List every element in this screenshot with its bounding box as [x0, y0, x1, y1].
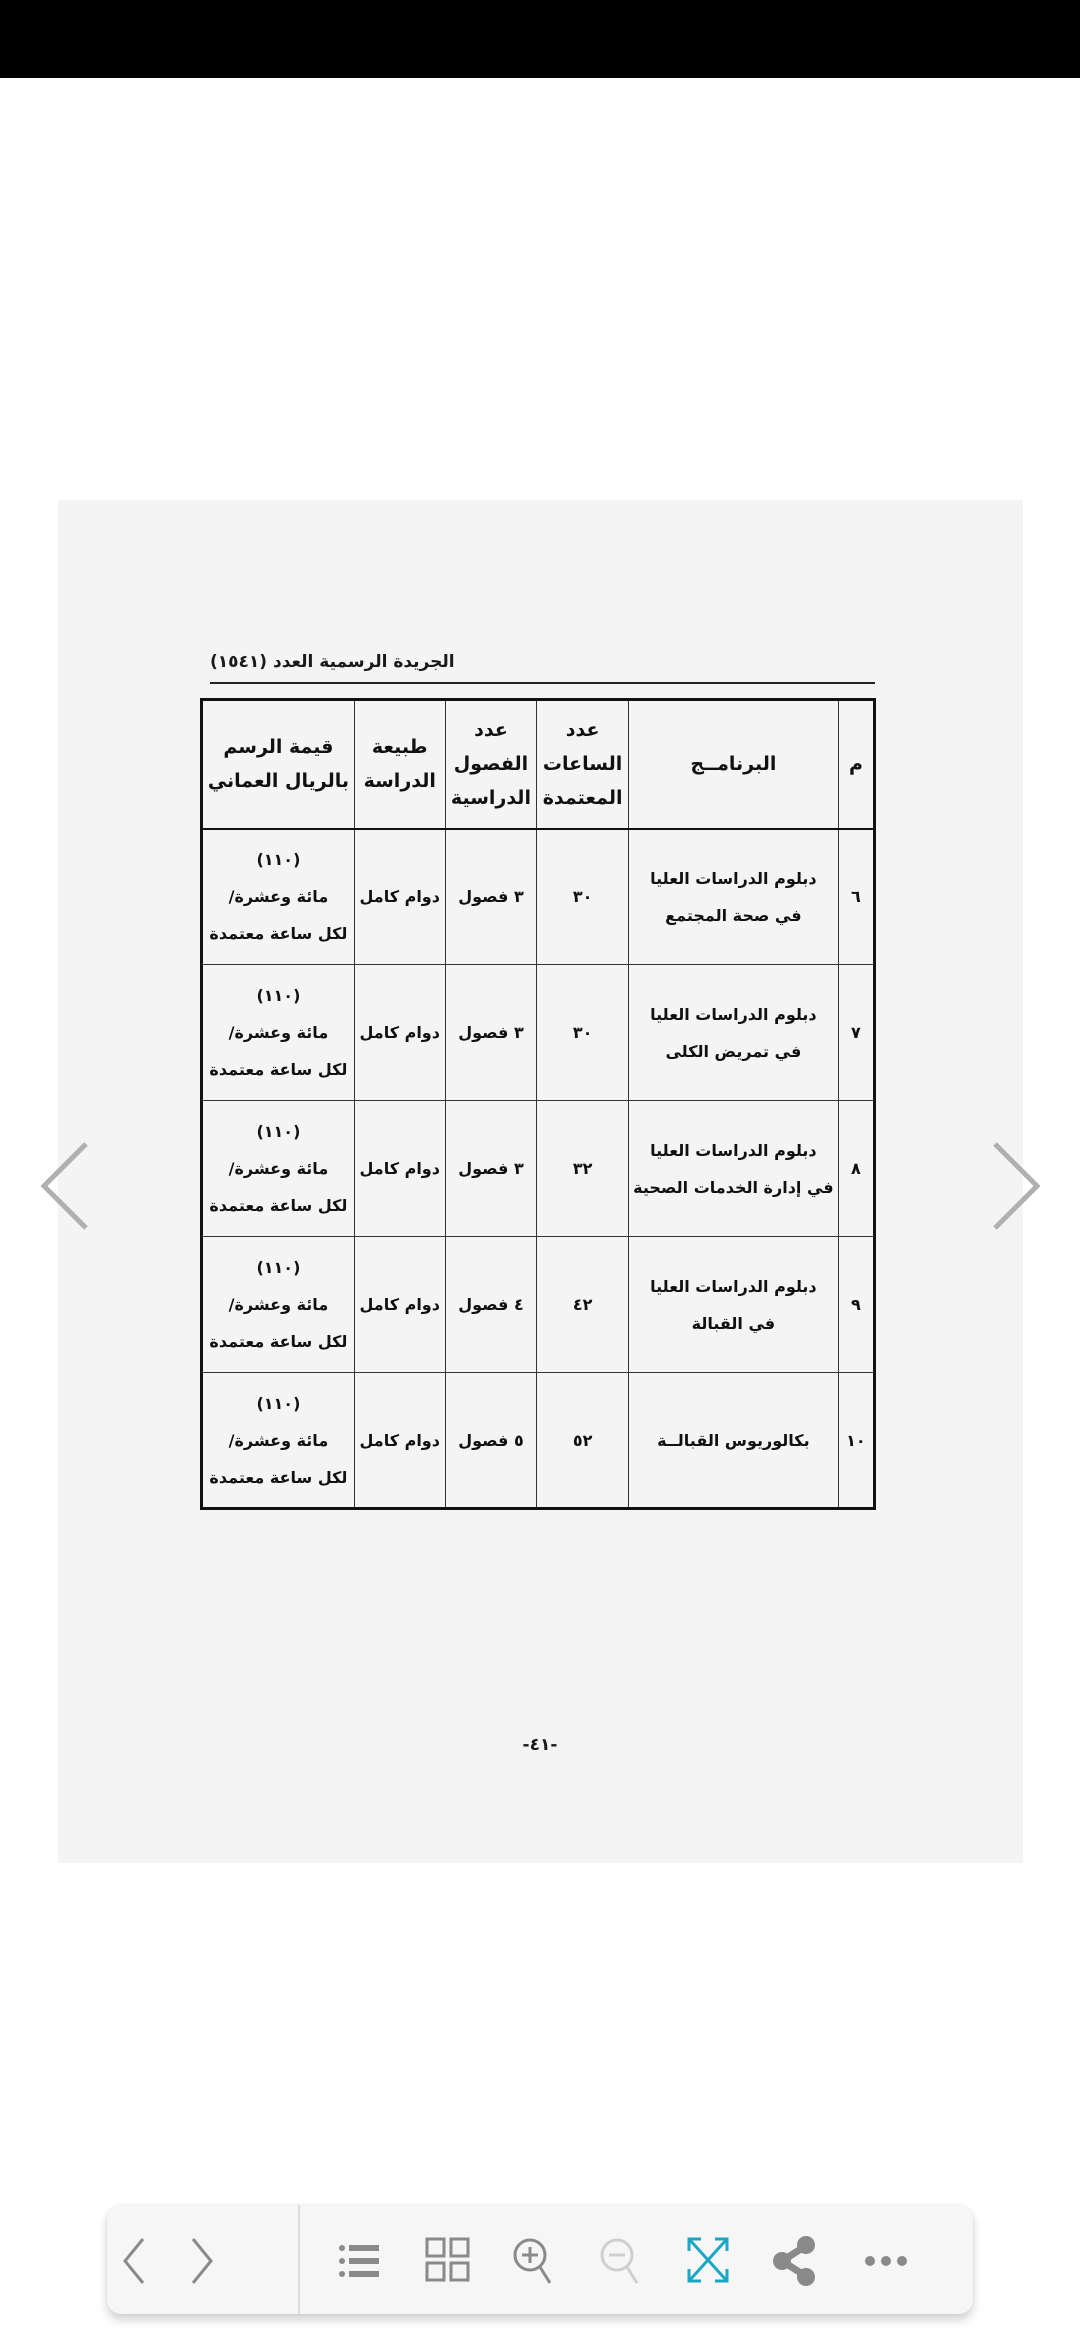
- next-page-button[interactable]: [985, 1136, 1045, 1236]
- fee-line: لكل ساعة معتمدة: [209, 1332, 348, 1351]
- program-line: في صحة المجتمع: [665, 905, 802, 925]
- list-icon: [329, 2227, 393, 2291]
- cell-semesters: ٣ فصول: [445, 1101, 537, 1237]
- more-button[interactable]: [854, 2227, 918, 2291]
- cell-number: ٩: [838, 1237, 874, 1373]
- program-line: دبلوم الدراسات العليا: [650, 1276, 817, 1296]
- chevron-right-icon: [171, 2227, 235, 2291]
- header-text: المعتمدة: [542, 787, 623, 810]
- cell-program: [628, 965, 838, 1101]
- cell-credit-hours: ٤٢: [537, 1237, 629, 1373]
- cell-fee: [202, 965, 355, 1101]
- cell-semesters: ٣ فصول: [445, 829, 537, 965]
- previous-page-button[interactable]: [36, 1136, 96, 1236]
- header-text: الساعات: [542, 753, 623, 776]
- fee-line: لكل ساعة معتمدة: [209, 1060, 348, 1079]
- program-line: في إدارة الخدمات الصحية: [633, 1177, 834, 1197]
- fee-line: لكل ساعة معتمدة: [209, 1467, 348, 1487]
- fee-line: (١١٠): [256, 850, 301, 870]
- header-text: بالريال العماني: [207, 770, 350, 793]
- program-line: دبلوم الدراسات العليا: [650, 1004, 817, 1024]
- cell-fee: [202, 829, 355, 965]
- thumbnails-button[interactable]: [415, 2227, 479, 2291]
- header-text: قيمة الرسم: [223, 736, 334, 759]
- fee-line: لكل ساعة معتمدة: [209, 924, 348, 944]
- header-program: [628, 700, 838, 829]
- fee-line: (١١٠): [256, 986, 301, 1005]
- cell-semesters: ٤ فصول: [445, 1237, 537, 1373]
- table-row: [202, 1373, 875, 1509]
- share-icon: [762, 2227, 826, 2291]
- header-text: الفصول: [453, 753, 529, 776]
- header-study-type: [354, 700, 445, 829]
- cell-number: ٨: [838, 1101, 874, 1237]
- cell-credit-hours: ٣٠: [537, 965, 629, 1101]
- cell-credit-hours: ٣٢: [537, 1101, 629, 1237]
- fit-screen-icon: [675, 2227, 739, 2291]
- header-number: [838, 700, 874, 829]
- zoom-out-button[interactable]: [589, 2227, 653, 2291]
- cell-study-type: دوام كامل: [354, 1101, 445, 1237]
- more-icon: [854, 2227, 918, 2291]
- cell-semesters: ٥ فصول: [445, 1373, 537, 1509]
- cell-fee: [202, 1101, 355, 1237]
- fees-table: [200, 698, 876, 1510]
- outline-button[interactable]: [329, 2227, 393, 2291]
- cell-program: [628, 1237, 838, 1373]
- cell-study-type: دوام كامل: [354, 965, 445, 1101]
- header-text: عدد: [565, 719, 600, 742]
- fee-line: (١١٠): [256, 1122, 301, 1141]
- cell-fee: [202, 1237, 355, 1373]
- cell-program: [628, 829, 838, 965]
- cell-fee: [202, 1373, 355, 1509]
- cell-number: ٦: [838, 829, 874, 965]
- program-line: دبلوم الدراسات العليا: [650, 868, 817, 888]
- header-text: طبيعة: [371, 736, 428, 759]
- zoom-out-icon: [589, 2227, 653, 2291]
- fee-line: مائة وعشرة/: [228, 1295, 329, 1314]
- header-semesters: [445, 700, 537, 829]
- header-credit-hours: [537, 700, 629, 829]
- cell-credit-hours: ٣٠: [537, 829, 629, 965]
- chevron-right-icon: [985, 1136, 1045, 1236]
- zoom-in-button[interactable]: [502, 2227, 566, 2291]
- table-row: [202, 965, 875, 1101]
- fee-line: مائة وعشرة/: [228, 1023, 329, 1042]
- header-fee: [202, 700, 355, 829]
- table-row: [202, 1101, 875, 1237]
- cell-credit-hours: ٥٢: [537, 1373, 629, 1509]
- fit-screen-button[interactable]: [675, 2227, 739, 2291]
- header-text: م: [848, 753, 863, 776]
- program-line: في القبالة: [691, 1313, 776, 1333]
- fee-line: لكل ساعة معتمدة: [209, 1196, 348, 1215]
- fee-line: (١١٠): [256, 1258, 301, 1277]
- cell-number: ٧: [838, 965, 874, 1101]
- grid-icon: [415, 2227, 479, 2291]
- zoom-in-icon: [502, 2227, 566, 2291]
- cell-number: ١٠: [838, 1373, 874, 1509]
- page-number: -٤١-: [522, 1735, 558, 1755]
- program-line: في تمريض الكلى: [665, 1041, 802, 1061]
- program-line: بكالوريوس القبالــة: [657, 1430, 810, 1450]
- cell-program: [628, 1373, 838, 1509]
- fee-line: مائة وعشرة/: [228, 1430, 329, 1450]
- table-row: [202, 1237, 875, 1373]
- header-text: الدراسية: [450, 787, 531, 810]
- chevron-left-icon: [36, 1136, 96, 1236]
- header-text: البرنامــج: [690, 753, 777, 776]
- running-head: [210, 650, 875, 684]
- share-button[interactable]: [762, 2227, 826, 2291]
- program-line: دبلوم الدراسات العليا: [650, 1140, 817, 1160]
- chevron-left-icon: [103, 2227, 167, 2291]
- fee-line: (١١٠): [256, 1393, 301, 1413]
- cell-study-type: دوام كامل: [354, 829, 445, 965]
- cell-study-type: دوام كامل: [354, 1373, 445, 1509]
- header-text: الدراسة: [363, 770, 436, 793]
- running-head-text: الجريدة الرسمية العدد (١٥٤١): [210, 652, 455, 672]
- cell-semesters: ٣ فصول: [445, 965, 537, 1101]
- status-bar: [0, 0, 1080, 78]
- fee-line: مائة وعشرة/: [228, 1159, 329, 1178]
- header-text: عدد: [474, 719, 508, 742]
- fee-line: مائة وعشرة/: [228, 887, 329, 907]
- bottom-toolbar: [107, 2205, 973, 2314]
- cell-study-type: دوام كامل: [354, 1237, 445, 1373]
- cell-program: [628, 1101, 838, 1237]
- table-header-row: [202, 700, 875, 829]
- toolbar-divider: [298, 2205, 300, 2314]
- toolbar-next-button[interactable]: [171, 2227, 235, 2291]
- toolbar-previous-button[interactable]: [103, 2227, 167, 2291]
- table-row: [202, 829, 875, 965]
